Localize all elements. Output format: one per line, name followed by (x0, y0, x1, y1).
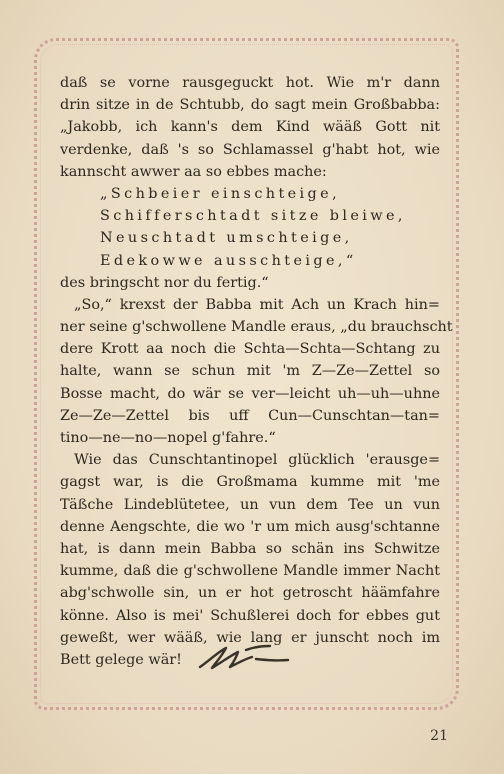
text-line: drin sitze in de Schtubb, do sagt mein Großbabba: (60, 97, 440, 114)
text-line: kannscht awwer aa so ebbes mache: (60, 163, 327, 180)
text-line: Wie das Cunschtantinopel glücklich 'erausge= (74, 452, 440, 469)
verse-line: Neuschtadt umschteige, (100, 230, 353, 247)
text-line: Ze—Ze—Zettel bis uff Cun—Cunschtan—tan= (60, 407, 440, 424)
text-line: kumme, daß die g'schwollene Mandle immer Nacht (60, 563, 440, 580)
text-line: Bosse macht, do wär se ver—leicht uh—uh—uhne (60, 385, 440, 402)
text-line: dere Krott aa noch die Schta—Schta—Schtang zu (60, 341, 440, 358)
text-line: verdenke, daß 's so Schlamassel g'habt hot, wie (60, 141, 440, 158)
text-line: Bett gelege wär! (60, 651, 182, 668)
verse-line: Edekowwe ausschteige,“ (100, 252, 357, 269)
text-line: „Jakobb, ich kann's dem Kind wääß Gott nit (60, 119, 440, 136)
author-signature-flourish (196, 640, 292, 674)
text-line: Täßche Lindeblütetee, un vun dem Tee un vun (60, 496, 440, 513)
text-line: hat, is dann mein Babba so schän ins Schwitze (60, 540, 440, 557)
text-line: geweßt, wer wääß, wie lang er junscht noch im (60, 629, 440, 646)
page-text (60, 72, 453, 671)
text-line: denne Aengschte, die wo 'r um mich ausg'schtanne (60, 518, 440, 535)
text-line: könne. Also is mei' Schußlerei doch for ebbes gut (60, 607, 440, 624)
text-line: abg'schwolle sin, un er hot getroscht häämfahre (60, 585, 440, 602)
text-line: halte, wann se schun mit 'm Z—Ze—Zettel so (60, 363, 440, 380)
text-line: „So,“ krexst der Babba mit Ach un Krach hin= (74, 296, 440, 313)
verse-line: Schifferschtadt sitze bleiwe, (100, 208, 406, 225)
text-line: daß se vorne rausgeguckt hot. Wie m'r dann (60, 75, 440, 91)
text-line: des bringscht nor du fertig.“ (60, 274, 269, 291)
text-line: ner seine g'schwollene Mandle eraus, „du brauchscht (60, 319, 453, 336)
verse-line: „Schbeier einschteige, (100, 185, 341, 202)
text-line: tino—ne—no—nopel g'fahre.“ (60, 430, 276, 446)
text-line: gagst war, is die Großmama kumme mit 'me (60, 474, 440, 491)
page-number: 21 (430, 728, 448, 744)
